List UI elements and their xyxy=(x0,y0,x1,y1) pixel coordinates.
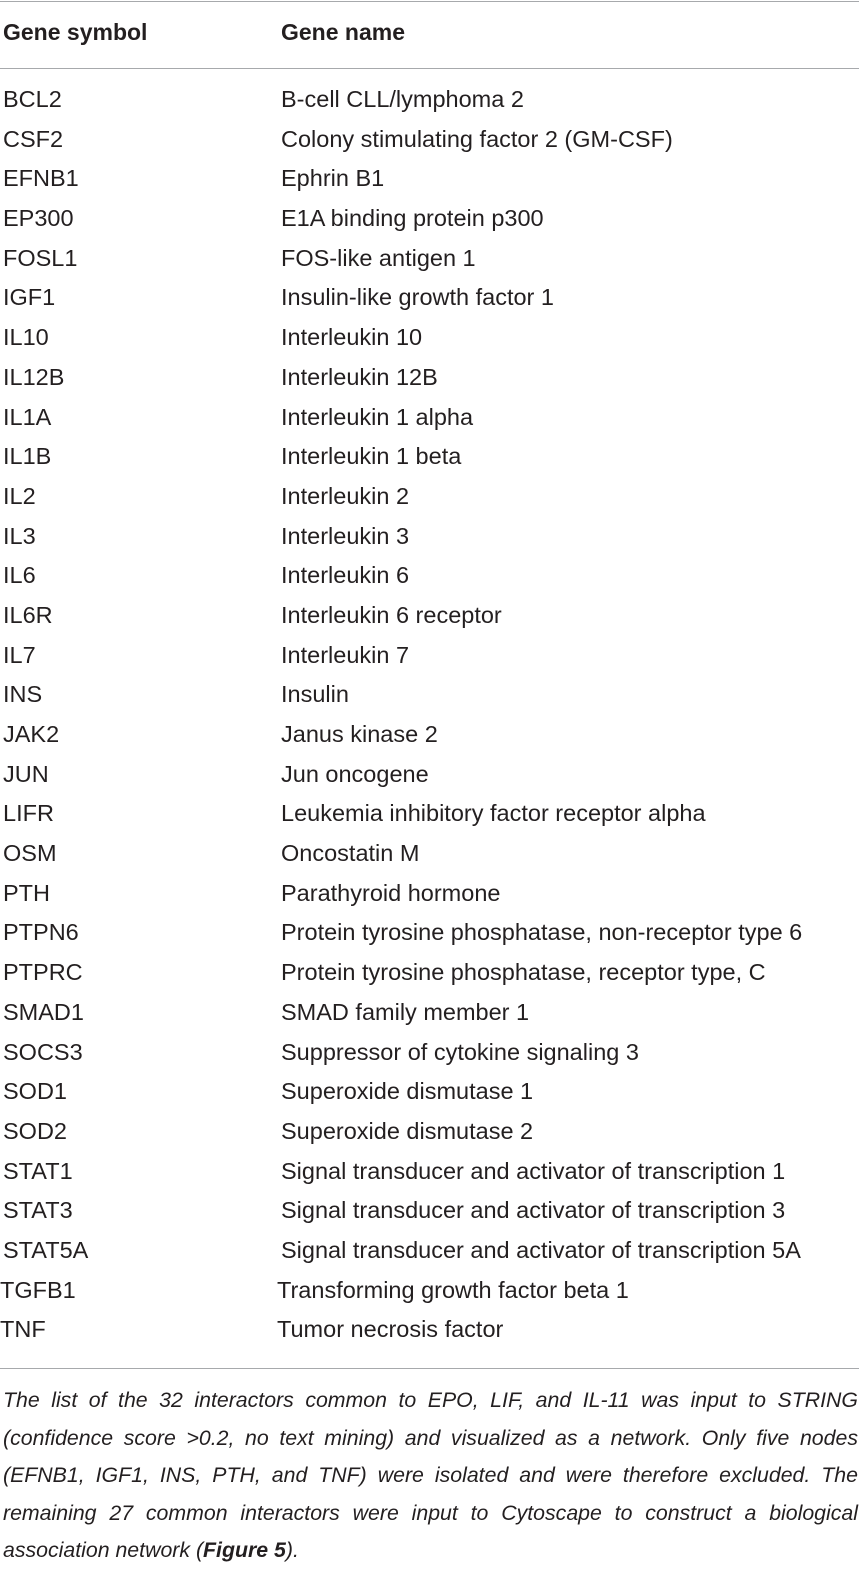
table-row xyxy=(0,278,859,318)
gene-name-cell: Colony stimulating factor 2 (GM-CSF) xyxy=(281,125,673,152)
gene-name-cell: Interleukin 1 alpha xyxy=(281,403,474,430)
gene-symbol-cell: IGF1 xyxy=(3,284,56,311)
gene-name-cell: E1A binding protein p300 xyxy=(281,205,544,232)
table-row xyxy=(0,834,859,874)
table-row xyxy=(0,1310,859,1350)
table-row xyxy=(0,517,859,557)
gene-symbol-cell: JAK2 xyxy=(3,721,60,747)
gene-symbol-cell: INS xyxy=(3,681,43,708)
gene-name-cell: Interleukin 6 receptor xyxy=(281,601,502,628)
gene-name-cell: Jun oncogene xyxy=(281,760,429,787)
gene-name-cell: Ephrin B1 xyxy=(281,165,385,192)
gene-symbol-cell: IL1A xyxy=(3,403,52,430)
gene-name-cell: Transforming growth factor beta 1 xyxy=(277,1276,629,1303)
table-header-rule xyxy=(0,68,859,69)
gene-symbol-cell: CSF2 xyxy=(3,125,64,152)
table-row xyxy=(0,993,859,1033)
table-row xyxy=(0,1271,859,1311)
table-row xyxy=(0,437,859,477)
gene-symbol-cell: IL3 xyxy=(3,522,36,549)
gene-symbol-cell: IL12B xyxy=(3,363,65,390)
gene-name-cell: Superoxide dismutase 2 xyxy=(281,1117,534,1144)
gene-symbol-cell: JUN xyxy=(3,760,49,787)
table-row xyxy=(0,913,859,953)
table-row xyxy=(0,636,859,676)
table-row xyxy=(0,715,859,755)
gene-name-cell: SMAD family member 1 xyxy=(281,998,530,1025)
gene-symbol-cell: IL7 xyxy=(3,641,36,668)
gene-name-cell: Insulin xyxy=(281,681,349,708)
gene-name-cell: FOS-like antigen 1 xyxy=(281,244,476,271)
gene-symbol-cell: IL2 xyxy=(3,482,36,509)
gene-name-cell: Insulin-like growth factor 1 xyxy=(281,284,554,311)
gene-symbol-cell: SOD2 xyxy=(3,1117,67,1144)
table-row xyxy=(0,398,859,438)
table-row xyxy=(0,477,859,517)
gene-name-cell: Interleukin 3 xyxy=(281,522,410,549)
table-footnote xyxy=(3,1382,858,1570)
table-row xyxy=(0,596,859,636)
gene-name-cell: Protein tyrosine phosphatase, receptor type, C xyxy=(281,959,766,986)
table-row xyxy=(0,159,859,199)
table-row xyxy=(0,80,859,120)
gene-symbol-cell: PTPN6 xyxy=(3,919,79,946)
table-row xyxy=(0,1231,859,1271)
table-bottom-rule xyxy=(0,1368,859,1369)
gene-symbol-cell: SMAD1 xyxy=(3,998,84,1025)
gene-symbol-cell: STAT1 xyxy=(3,1157,73,1184)
gene-name-cell: Tumor necrosis factor xyxy=(277,1316,504,1343)
gene-name-cell: Parathyroid hormone xyxy=(281,879,501,906)
table-row xyxy=(0,120,859,160)
gene-name-cell: Suppressor of cytokine signaling 3 xyxy=(281,1038,639,1065)
gene-symbol-cell: SOCS3 xyxy=(3,1038,83,1065)
gene-name-cell: Interleukin 12B xyxy=(281,363,438,390)
gene-symbol-cell: FOSL1 xyxy=(3,244,78,271)
gene-name-cell: Signal transducer and activator of transcription 5A xyxy=(281,1236,801,1263)
table-row xyxy=(0,358,859,398)
gene-name-cell: Superoxide dismutase 1 xyxy=(281,1078,534,1105)
table-row xyxy=(0,199,859,239)
gene-name-cell: Protein tyrosine phosphatase, non-receptor type 6 xyxy=(281,919,803,946)
table-row xyxy=(0,755,859,795)
gene-name-cell: Leukemia inhibitory factor receptor alpha xyxy=(281,800,706,827)
table-row xyxy=(0,1033,859,1073)
gene-name-cell: Interleukin 7 xyxy=(281,641,410,668)
table-row xyxy=(0,675,859,715)
gene-symbol-cell: BCL2 xyxy=(3,86,62,112)
gene-name-cell: Signal transducer and activator of transcription 1 xyxy=(281,1157,786,1184)
table-row xyxy=(0,953,859,993)
gene-symbol-cell: PTH xyxy=(3,879,50,906)
gene-symbol-cell: LIFR xyxy=(3,800,54,827)
gene-name-cell: Interleukin 1 beta xyxy=(281,443,462,470)
gene-symbol-cell: STAT3 xyxy=(3,1197,73,1224)
table-row xyxy=(0,318,859,358)
table-header-row xyxy=(0,16,859,48)
gene-symbol-cell: IL6R xyxy=(3,601,53,628)
table-row xyxy=(0,874,859,914)
gene-symbol-cell: TNF xyxy=(0,1316,46,1343)
header-gene-symbol: Gene symbol xyxy=(3,19,148,45)
gene-symbol-cell: STAT5A xyxy=(3,1236,89,1263)
table-row xyxy=(0,556,859,596)
figure-reference: Figure 5 xyxy=(203,1538,286,1563)
table-top-rule xyxy=(0,1,859,2)
gene-symbol-cell: IL10 xyxy=(3,324,49,351)
header-gene-name: Gene name xyxy=(281,19,405,45)
table-body xyxy=(0,80,859,1350)
table-row xyxy=(0,794,859,834)
footnote-text: The list of the 32 interactors common to EPO, LIF, and IL-11 was input to STRING (confidence score >0.2, no text mining) and visualized as a network. Only five nodes (EFNB1, IGF1, INS, PTH, and TNF) were isolated and were therefore excluded. The remaining 27 common interactors were input to Cytoscape to construct a biological association network ( xyxy=(3,1388,858,1563)
gene-symbol-cell: OSM xyxy=(3,840,57,867)
gene-symbol-cell: IL1B xyxy=(3,443,52,470)
table-row xyxy=(0,1191,859,1231)
gene-name-cell: Interleukin 6 xyxy=(281,562,410,589)
gene-symbol-cell: IL6 xyxy=(3,562,36,589)
gene-name-cell: Janus kinase 2 xyxy=(281,721,438,747)
gene-symbol-cell: TGFB1 xyxy=(0,1276,76,1303)
table-row xyxy=(0,1112,859,1152)
footnote-tail: ). xyxy=(285,1538,299,1563)
gene-name-cell: Signal transducer and activator of transcription 3 xyxy=(281,1197,786,1224)
gene-symbol-cell: SOD1 xyxy=(3,1078,67,1105)
gene-name-cell: Interleukin 10 xyxy=(281,324,423,351)
gene-symbol-cell: PTPRC xyxy=(3,959,83,986)
gene-name-cell: B-cell CLL/lymphoma 2 xyxy=(281,86,524,112)
table-row xyxy=(0,1152,859,1192)
gene-symbol-cell: EFNB1 xyxy=(3,165,79,192)
gene-symbol-cell: EP300 xyxy=(3,205,74,232)
table-row xyxy=(0,1072,859,1112)
table-row xyxy=(0,239,859,279)
gene-name-cell: Interleukin 2 xyxy=(281,482,410,509)
gene-name-cell: Oncostatin M xyxy=(281,840,420,867)
